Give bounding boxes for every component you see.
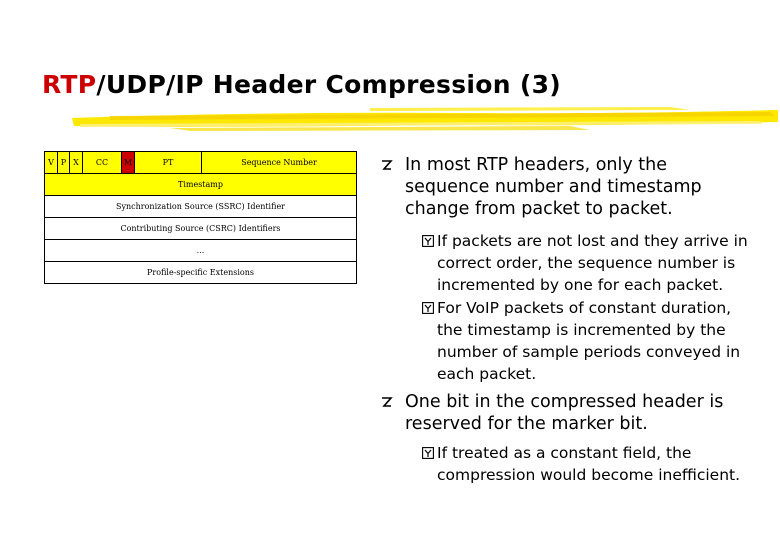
field-marker: M	[121, 152, 134, 173]
field-payload-type: PT	[134, 152, 201, 173]
field-extension: X	[69, 152, 82, 173]
header-row-profile	[45, 261, 356, 283]
field-ellipsis: ...	[196, 246, 205, 255]
field-padding: P	[57, 152, 69, 173]
bullet-1: In most RTP headers, only the sequence number and timestamp change from packet to packet.	[405, 154, 735, 220]
bullet-2: One bit in the compressed header is reserved for the marker bit.	[405, 391, 745, 435]
bullet-1-2: For VoIP packets of constant duration, the timestamp is incremented by the number of sample periods conveyed in each packet.	[437, 297, 757, 385]
z-bullet-icon	[380, 158, 393, 172]
field-sequence-number: Sequence Number	[201, 152, 356, 173]
field-ssrc: Synchronization Source (SSRC) Identifier	[115, 202, 286, 211]
y-checkbox-bullet-icon	[422, 235, 434, 247]
title-underline-brush	[70, 104, 780, 134]
rtp-header-diagram	[44, 151, 357, 284]
bullet-2-1: If treated as a constant field, the compression would become inefficient.	[437, 442, 757, 486]
header-row-ssrc	[45, 195, 356, 217]
bullet-1-1: If packets are not lost and they arrive in correct order, the sequence number is incremented by one for each packet.	[437, 230, 757, 296]
header-row-ellipsis	[45, 239, 356, 261]
y-checkbox-bullet-icon	[422, 447, 434, 459]
y-checkbox-bullet-icon	[422, 302, 434, 314]
slide-title	[42, 70, 561, 99]
field-profile-extensions: Profile-specific Extensions	[147, 268, 254, 277]
field-csrc-count: CC	[82, 152, 121, 173]
header-row-1	[45, 152, 356, 173]
field-timestamp: Timestamp	[177, 180, 223, 189]
header-row-timestamp	[45, 173, 356, 195]
title-accent: RTP	[42, 70, 97, 99]
header-row-csrc	[45, 217, 356, 239]
z-bullet-icon	[380, 395, 393, 409]
field-version: V	[48, 158, 54, 167]
field-csrc: Contributing Source (CSRC) Identifiers	[120, 224, 281, 233]
title-rest: /UDP/IP Header Compression (3)	[96, 70, 562, 99]
